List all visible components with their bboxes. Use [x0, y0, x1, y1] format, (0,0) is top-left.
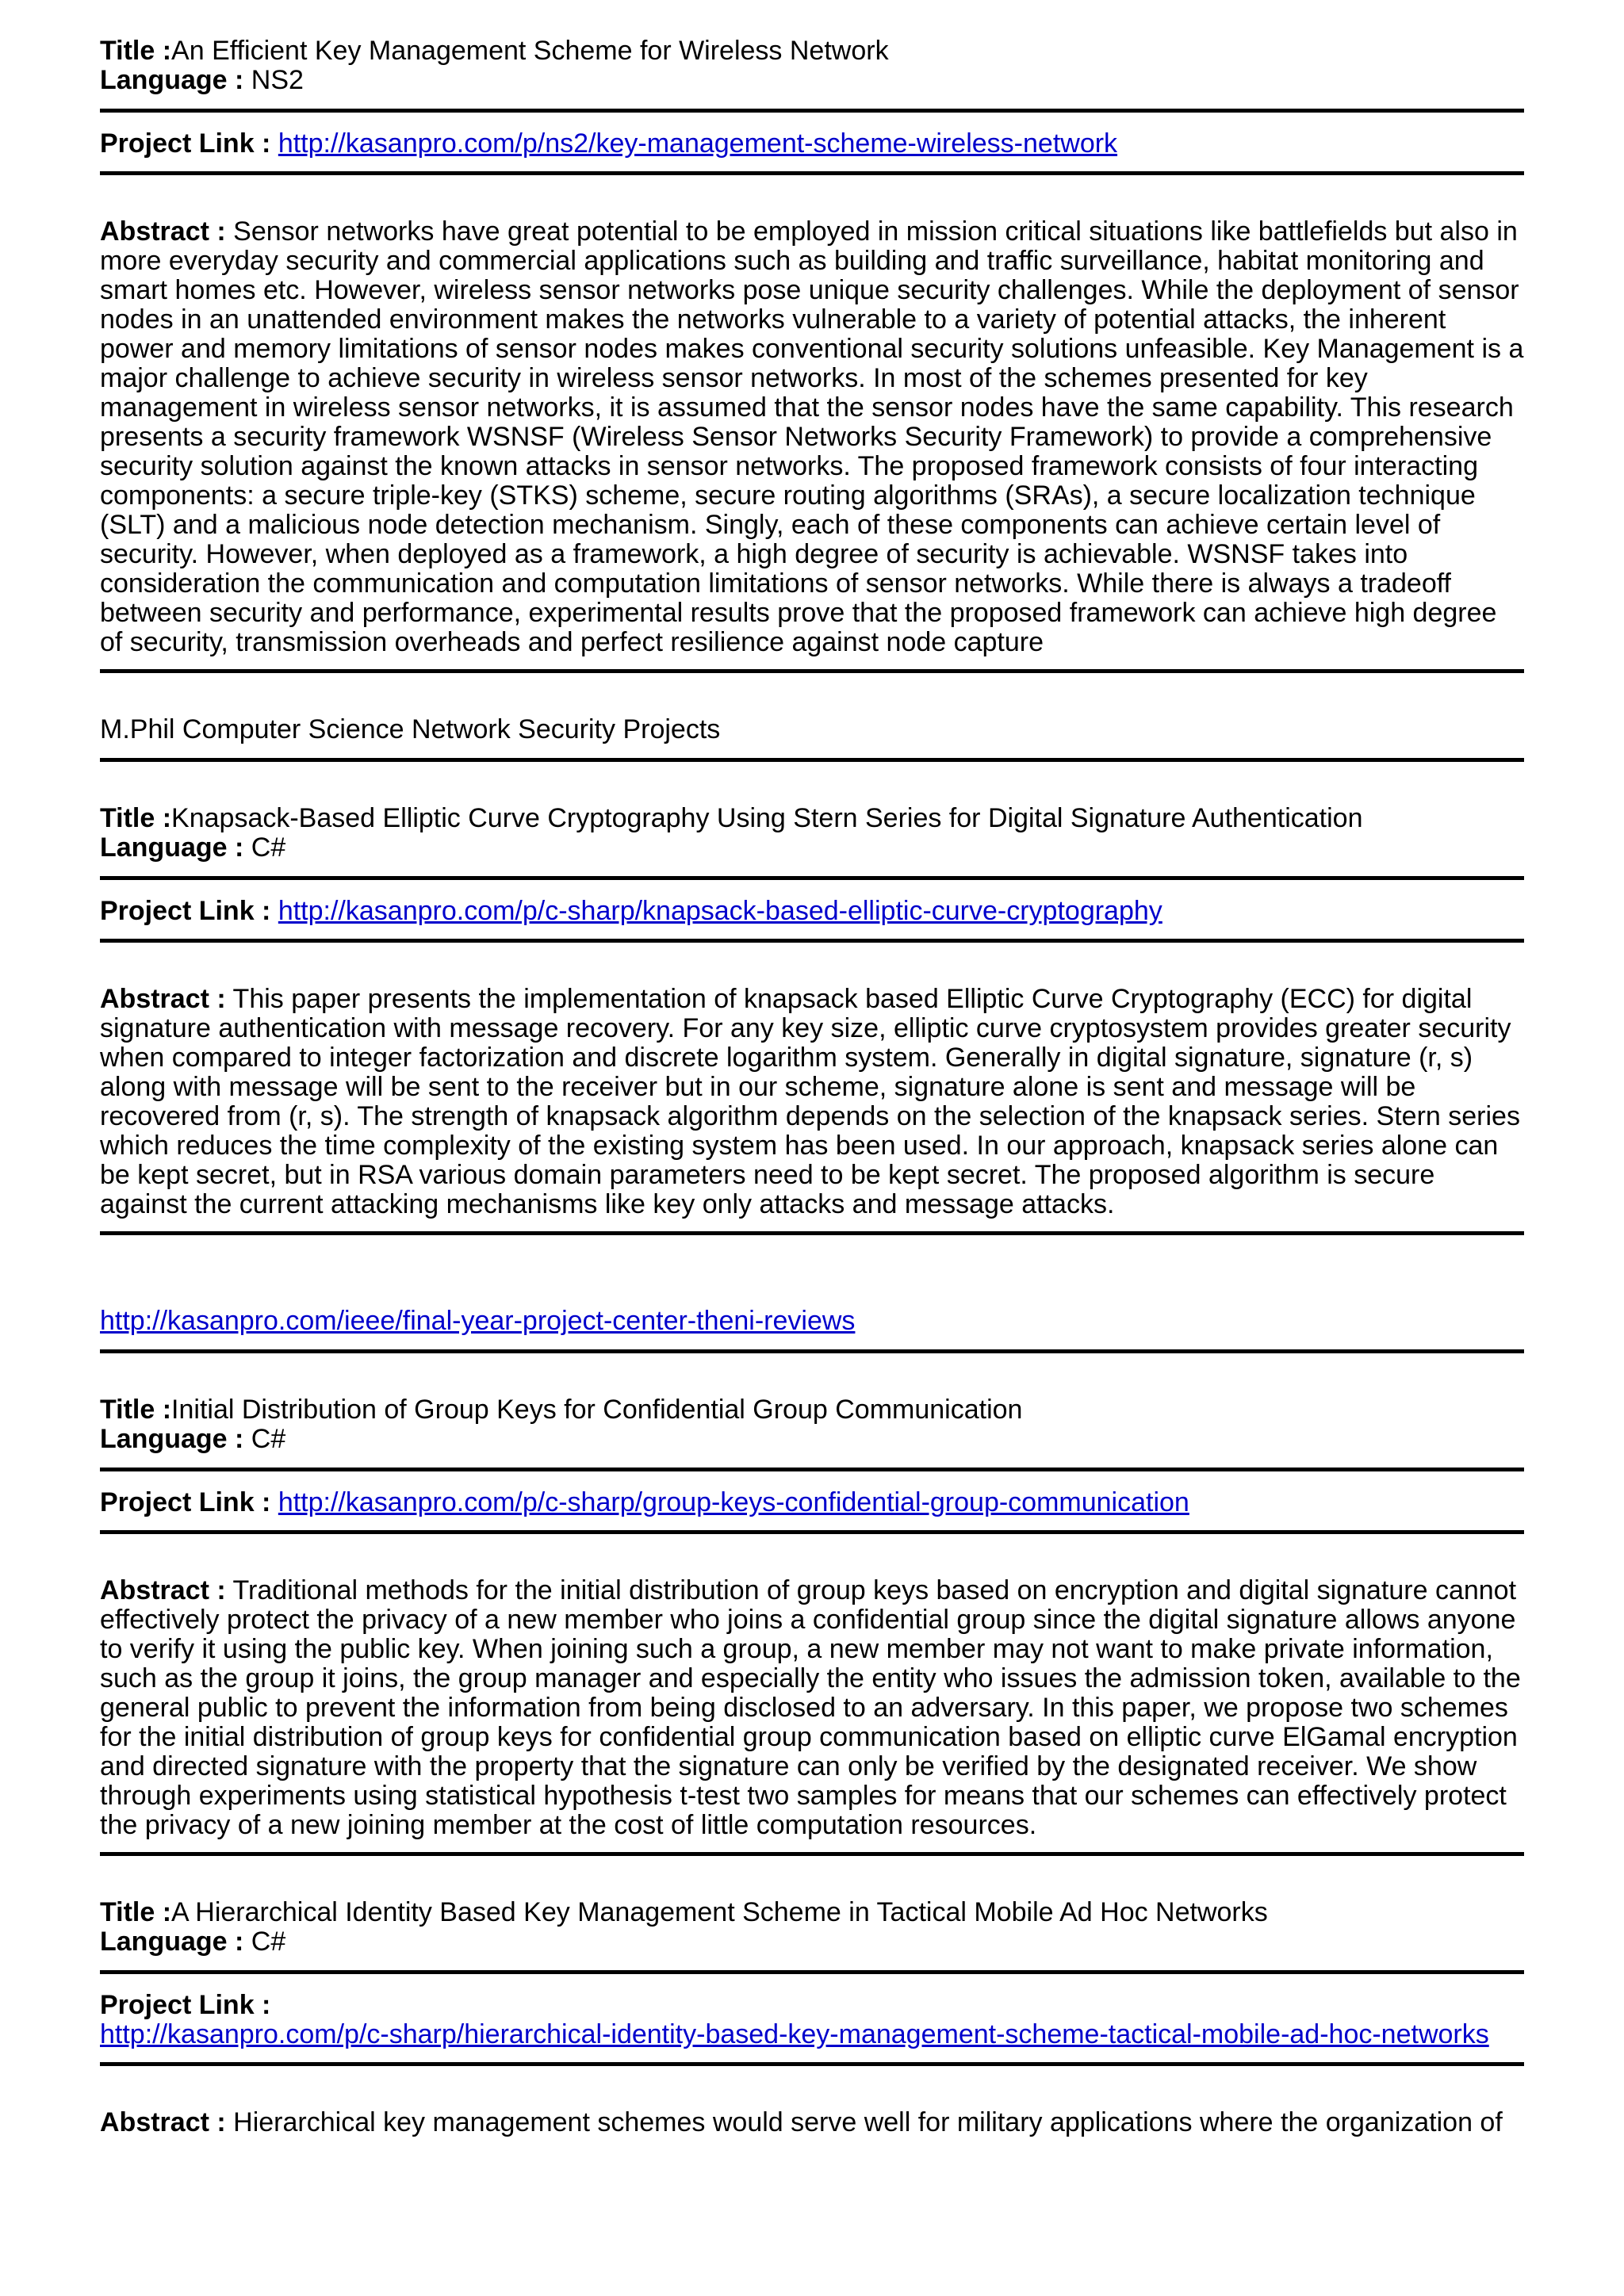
entry-1-title-line	[100, 36, 1524, 66]
entry-4-project-link[interactable]: http://kasanpro.com/p/c-sharp/hierarchical-identity-based-key-management-scheme-tactical-mobile-ad-hoc-networks	[100, 2019, 1489, 2049]
entry-3-language-line	[100, 1425, 1524, 1454]
entry-1-language: NS2	[251, 65, 304, 95]
entry-4-language-line	[100, 1927, 1524, 1957]
entry-2-language-line	[100, 833, 1524, 863]
reviews-line	[100, 1307, 1524, 1336]
title-label: Title :	[100, 1395, 172, 1425]
entry-4-abstract	[100, 2108, 1524, 2137]
entry-4-header	[100, 1898, 1524, 1957]
project-link-label: Project Link :	[100, 128, 271, 159]
entry-2-abstract	[100, 985, 1524, 1219]
project-link-label: Project Link :	[100, 896, 271, 926]
entry-3-language: C#	[251, 1424, 286, 1454]
title-label: Title :	[100, 803, 172, 833]
title-label: Title :	[100, 1897, 172, 1927]
entry-4-abstract-text: Hierarchical key management schemes would serve well for military applications where the organization of	[233, 2107, 1503, 2137]
entry-3-project-link[interactable]: http://kasanpro.com/p/c-sharp/group-keys-confidential-group-communication	[278, 1487, 1189, 1517]
entry-3-abstract-text: Traditional methods for the initial distribution of group keys based on encryption and digital signature cannot effectively protect the privacy of a new member who joins a confidential group since the digital signature allows anyone to verify it using the public key. When joining such a group, a new member may not want to make private information, such as the group it joins, the group manager and especially the entity who issues the admission token, available to the general public to prevent the information from being disclosed to an adversary. In this paper, we propose two schemes for the initial distribution of group keys for confidential group communication based on elliptic curve ElGamal encryption and directed signature with the property that the signature can only be verified by the designated receiver. We show through experiments using statistical hypothesis t-test two samples for means that our schemes can effectively protect the privacy of a new joining member at the cost of little computation resources.	[100, 1575, 1521, 1840]
reviews-link[interactable]: http://kasanpro.com/ieee/final-year-project-center-theni-reviews	[100, 1306, 856, 1336]
entry-1-abstract	[100, 217, 1524, 657]
abstract-label: Abstract :	[100, 216, 226, 247]
language-label: Language :	[100, 832, 244, 863]
entry-3-header	[100, 1395, 1524, 1454]
entry-2-project-link[interactable]: http://kasanpro.com/p/c-sharp/knapsack-based-elliptic-curve-cryptography	[278, 896, 1162, 926]
entry-4-link-label-line	[100, 1991, 1524, 2020]
abstract-label: Abstract :	[100, 2107, 226, 2137]
entry-4-link-line	[100, 2020, 1524, 2049]
language-label: Language :	[100, 65, 244, 95]
entry-1-link-line	[100, 129, 1524, 159]
language-label: Language :	[100, 1424, 244, 1454]
entry-2-link-line	[100, 897, 1524, 926]
project-link-label: Project Link :	[100, 1487, 271, 1517]
section-heading: M.Phil Computer Science Network Security Projects	[100, 714, 721, 744]
entry-4-title-line	[100, 1898, 1524, 1927]
entry-3-link-line	[100, 1488, 1524, 1517]
entry-1-header	[100, 36, 1524, 95]
abstract-label: Abstract :	[100, 984, 226, 1014]
entry-3-abstract	[100, 1576, 1524, 1840]
entry-2-title-line	[100, 804, 1524, 833]
entry-4-language: C#	[251, 1927, 286, 1957]
entry-1-language-line	[100, 66, 1524, 95]
project-link-label: Project Link :	[100, 1990, 271, 2020]
entry-2-language: C#	[251, 832, 286, 863]
language-label: Language :	[100, 1927, 244, 1957]
entry-4-title: A Hierarchical Identity Based Key Management Scheme in Tactical Mobile Ad Hoc Networks	[171, 1897, 1268, 1927]
entry-1-abstract-text: Sensor networks have great potential to be employed in mission critical situations like battlefields but also in more everyday security and commercial applications such as building and traffic surveillance, habitat monitoring and smart homes etc. However, wireless sensor networks pose unique security challenges. While the deployment of sensor nodes in an unattended environment makes the networks vulnerable to a variety of potential attacks, the inherent power and memory limitations of sensor nodes makes conventional security solutions unfeasible. Key Management is a major challenge to achieve security in wireless sensor networks. In most of the schemes presented for key management in wireless sensor networks, it is assumed that the sensor nodes have the same capability. This research presents a security framework WSNSF (Wireless Sensor Networks Security Framework) to provide a comprehensive security solution against the known attacks in sensor networks. The proposed framework consists of four interacting components: a secure triple-key (STKS) scheme, secure routing algorithms (SRAs), a secure localization technique (SLT) and a malicious node detection mechanism. Singly, each of these components can achieve certain level of security. However, when deployed as a framework, a high degree of security is achievable. WSNSF takes into consideration the communication and computation limitations of sensor networks. While there is always a tradeoff between security and performance, experimental results prove that the proposed framework can achieve high degree of security, transmission overheads and perfect resilience against node capture	[100, 216, 1524, 657]
entry-1-project-link[interactable]: http://kasanpro.com/p/ns2/key-management-scheme-wireless-network	[278, 128, 1118, 159]
entry-3-title: Initial Distribution of Group Keys for Confidential Group Communication	[171, 1395, 1023, 1425]
entry-2-header	[100, 804, 1524, 863]
entry-1-title: An Efficient Key Management Scheme for Wireless Network	[171, 36, 889, 66]
entry-2-abstract-text: This paper presents the implementation of knapsack based Elliptic Curve Cryptography (ECC) for digital signature authentication with message recovery. For any key size, elliptic curve cryptosystem provides greater security when compared to integer factorization and discrete logarithm system. Generally in digital signature, signature (r, s) along with message will be sent to the receiver but in our scheme, signature alone is sent and message will be recovered from (r, s). The strength of knapsack algorithm depends on the selection of the knapsack series. Stern series which reduces the time complexity of the existing system has been used. In our approach, knapsack series alone can be kept secret, but in RSA various domain parameters need to be kept secret. The proposed algorithm is secure against the current attacking mechanisms like key only attacks and message attacks.	[100, 984, 1520, 1219]
entry-2-title: Knapsack-Based Elliptic Curve Cryptography Using Stern Series for Digital Signature Authentication	[171, 803, 1363, 833]
entry-3-title-line	[100, 1395, 1524, 1425]
abstract-label: Abstract :	[100, 1575, 226, 1605]
title-label: Title :	[100, 36, 172, 66]
